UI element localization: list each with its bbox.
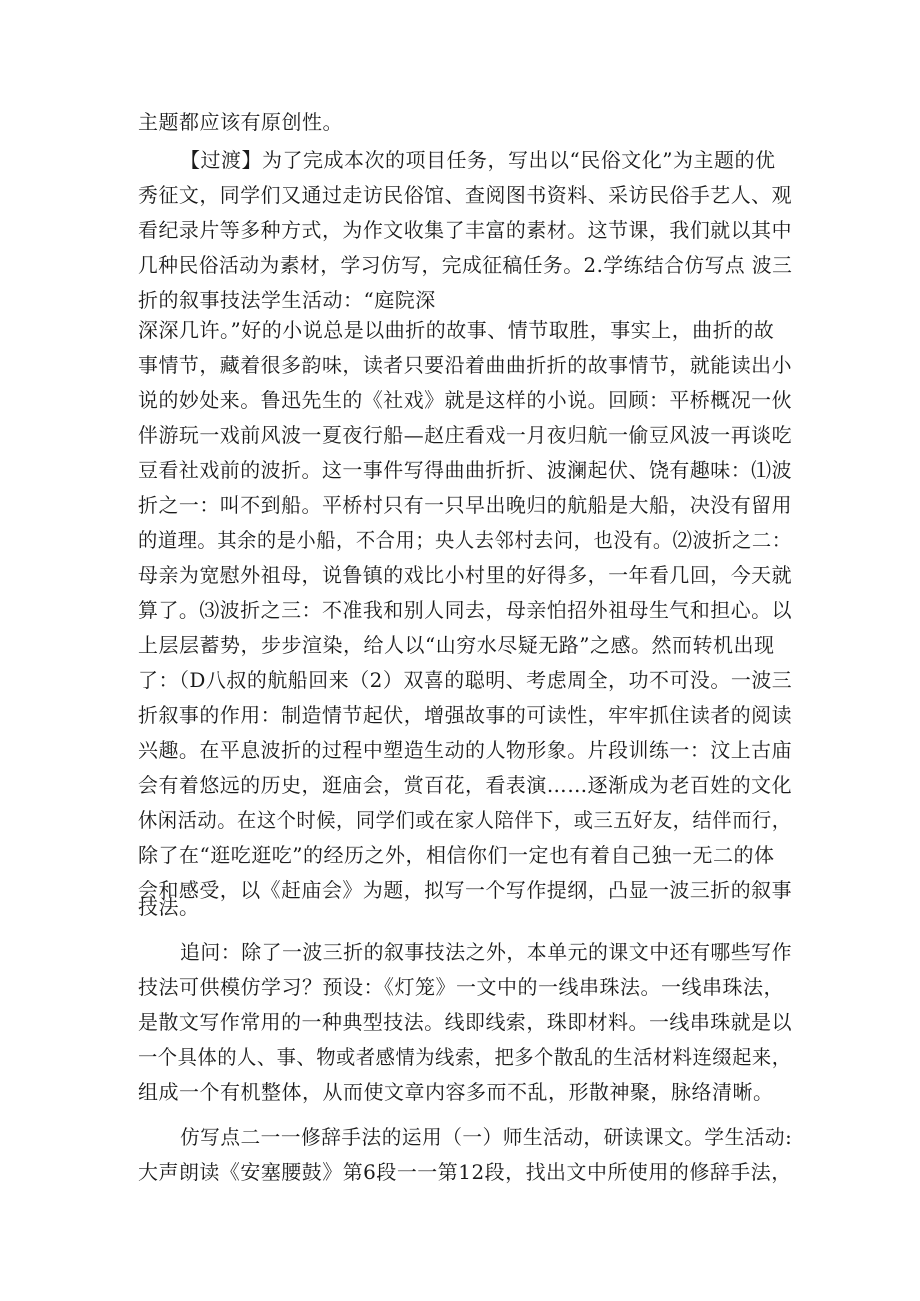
text-line: 折的叙事技法学生活动：“庭院深 [138, 288, 436, 312]
text-line: 母亲为宽慰外祖母，说鲁镇的戏比小村里的好得多，一年看几回，今天就 [138, 563, 793, 587]
text-line: 追问：除了一波三折的叙事技法之外，本单元的课文中还有哪些写作 [180, 940, 792, 964]
text-line: 除了在“逛吃逛吃”的经历之外，相信你们一定也有着自己独一无二的体 [138, 843, 775, 867]
text-line: 会有着悠远的历史，逛庙会，赏百花，看表演……逐渐成为老百姓的文化 [138, 773, 793, 797]
text-line: 看纪录片等多种方式，为作文收集了丰富的素材。这节课，我们就以其中 [138, 218, 793, 242]
text-line: 的道理。其余的是小船，不合用；央人去邻村去问，也没有。⑵波折之二： [138, 528, 792, 552]
text-line: 技法可供模仿学习？预设：《灯笼》一文中的一线串珠法。一线串珠法， [138, 975, 784, 999]
text-line: 休闲活动。在这个时候，同学们或在家人陪伴下，或三五好友，结伴而行， [138, 808, 792, 832]
text-line: 是散文写作常用的一种典型技法。线即线索，珠即材料。一线串珠就是以 [138, 1010, 793, 1034]
text-line: 会和感受，以《赶庙会》为题，拟写一个写作提纲，凸显一波三折的叙事 [138, 878, 793, 902]
text-line: 了：（D八叔的航船回来（2）双喜的聪明、考虑周全，功不可没。一波三 [138, 668, 793, 692]
text-line: 上层层蓄势，步步渲染，给人以“山穷水尽疑无路”之感。然而转机出现 [138, 633, 775, 657]
text-line: 几种民俗活动为素材，学习仿写，完成征稿任务。2.学练结合仿写点 波三 [138, 253, 793, 277]
text-line: 主题都应该有原创性。 [138, 110, 343, 134]
text-line: 折之一：叫不到船。平桥村只有一只早出晚归的航船是大船，决没有留用 [138, 493, 793, 517]
text-line: 伴游玩一戏前风波一夏夜行船—赵庄看戏一月夜归航一偷豆风波一再谈吃 [138, 423, 793, 447]
text-line: 大声朗读《安塞腰鼓》第6段一一第12段，找出文中所使用的修辞手法， [138, 1160, 792, 1184]
text-line: 事情节，藏着很多韵味，读者只要沿着曲曲折折的故事情节，就能读出小 [138, 353, 793, 377]
text-line: 【过渡】为了完成本次的项目任务，写出以“民俗文化”为主题的优 [180, 148, 776, 172]
text-line: 兴趣。在平息波折的过程中塑造生动的人物形象。片段训练一：汶上古庙 [138, 738, 793, 762]
text-line: 一个具体的人、事、物或者感情为线索，把多个散乱的生活材料连缀起来， [138, 1045, 792, 1069]
text-line: 组成一个有机整体，从而使文章内容多而不乱，形散神聚，脉络清晰。 [138, 1080, 774, 1104]
text-line: 算了。⑶波折之三：不准我和别人同去，母亲怕招外祖母生气和担心。以 [138, 598, 793, 622]
text-line: 说的妙处来。鲁迅先生的《社戏》就是这样的小说。回顾：平桥概况一伙 [138, 388, 793, 412]
text-line: 深深几许。”好的小说总是以曲折的故事、情节取胜，事实上，曲折的故 [138, 318, 775, 342]
text-line: 折叙事的作用：制造情节起伏，增强故事的可读性，牢牢抓住读者的阅读 [138, 703, 793, 727]
text-line: 豆看社戏前的波折。这一事件写得曲曲折折、波澜起伏、饶有趣味：⑴波 [138, 458, 793, 482]
text-line: 仿写点二一一修辞手法的运用（一）师生活动，研读课文。学生活动: [180, 1125, 793, 1149]
text-line: 秀征文，同学们又通过走访民俗馆、查阅图书资料、采访民俗手艺人、观 [138, 183, 793, 207]
text-line: 技法。 [138, 895, 200, 919]
